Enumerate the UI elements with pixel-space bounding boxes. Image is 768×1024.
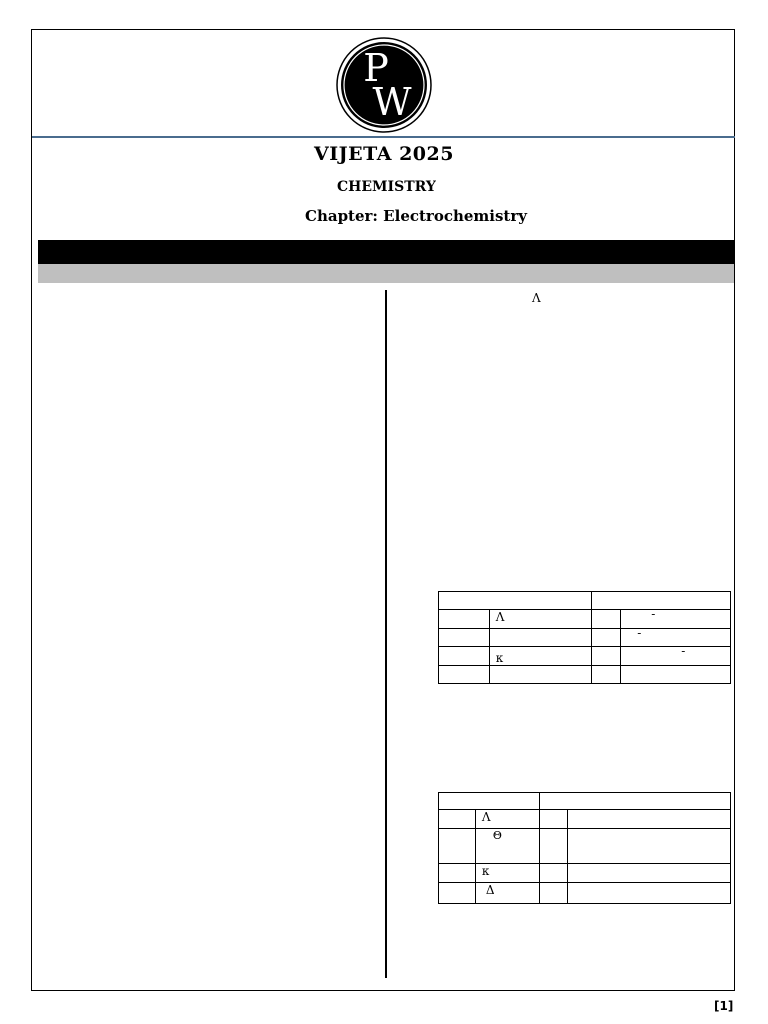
- grey-banner: [38, 264, 734, 283]
- table-cell: [439, 829, 476, 864]
- table-row: [439, 629, 731, 647]
- black-banner: [38, 240, 734, 264]
- table-cell: [439, 610, 490, 629]
- table-cell: [439, 629, 490, 647]
- table-cell: -: [621, 610, 731, 629]
- exam-title: VIJETA 2025: [314, 143, 454, 165]
- table-cell: [439, 647, 490, 666]
- table-cell: [539, 829, 567, 864]
- table-row: [439, 829, 731, 864]
- page-number: [1]: [714, 999, 734, 1013]
- pw-logo: [334, 37, 434, 133]
- table-cell: Δ: [475, 883, 539, 904]
- table-row: [439, 864, 731, 883]
- table-cell: [567, 810, 730, 829]
- table-row: [439, 793, 731, 810]
- table-cell: [567, 829, 730, 864]
- table-row: [439, 610, 731, 629]
- table-cell: [539, 793, 730, 810]
- table-cell: [489, 666, 592, 684]
- table-cell: Θ: [475, 829, 539, 864]
- table-cell: [439, 793, 540, 810]
- table-cell: -: [621, 629, 731, 647]
- table-cell: [592, 629, 621, 647]
- chapter-title: Chapter: Electrochemistry: [305, 207, 527, 225]
- table-cell: [439, 592, 592, 610]
- table-row: [439, 647, 731, 666]
- table-cell: κ: [489, 647, 592, 666]
- table-cell: [592, 610, 621, 629]
- table-cell: [539, 810, 567, 829]
- table-row: [439, 810, 731, 829]
- table-cell: [567, 864, 730, 883]
- table-2: [438, 792, 731, 904]
- table-cell: -: [621, 647, 731, 666]
- table-1: [438, 591, 731, 684]
- lambda-symbol: Λ: [532, 291, 541, 305]
- svg-text:P: P: [363, 46, 389, 90]
- table-cell: [489, 629, 592, 647]
- subject-title: CHEMISTRY: [337, 179, 436, 195]
- table-row: [439, 883, 731, 904]
- table-cell: [439, 810, 476, 829]
- table-cell: [439, 666, 490, 684]
- table-row: [439, 592, 731, 610]
- svg-text:W: W: [372, 80, 412, 124]
- table-cell: κ: [475, 864, 539, 883]
- table-cell: Λ: [489, 610, 592, 629]
- table-cell: [539, 883, 567, 904]
- header-divider: [32, 136, 735, 138]
- table-cell: [567, 883, 730, 904]
- column-divider: [385, 290, 387, 978]
- table-cell: [539, 864, 567, 883]
- table-cell: [592, 666, 621, 684]
- table-cell: [439, 883, 476, 904]
- table-cell: [592, 592, 731, 610]
- table-cell: Λ: [475, 810, 539, 829]
- table-cell: [621, 666, 731, 684]
- table-cell: [439, 864, 476, 883]
- table-cell: [592, 647, 621, 666]
- table-row: [439, 666, 731, 684]
